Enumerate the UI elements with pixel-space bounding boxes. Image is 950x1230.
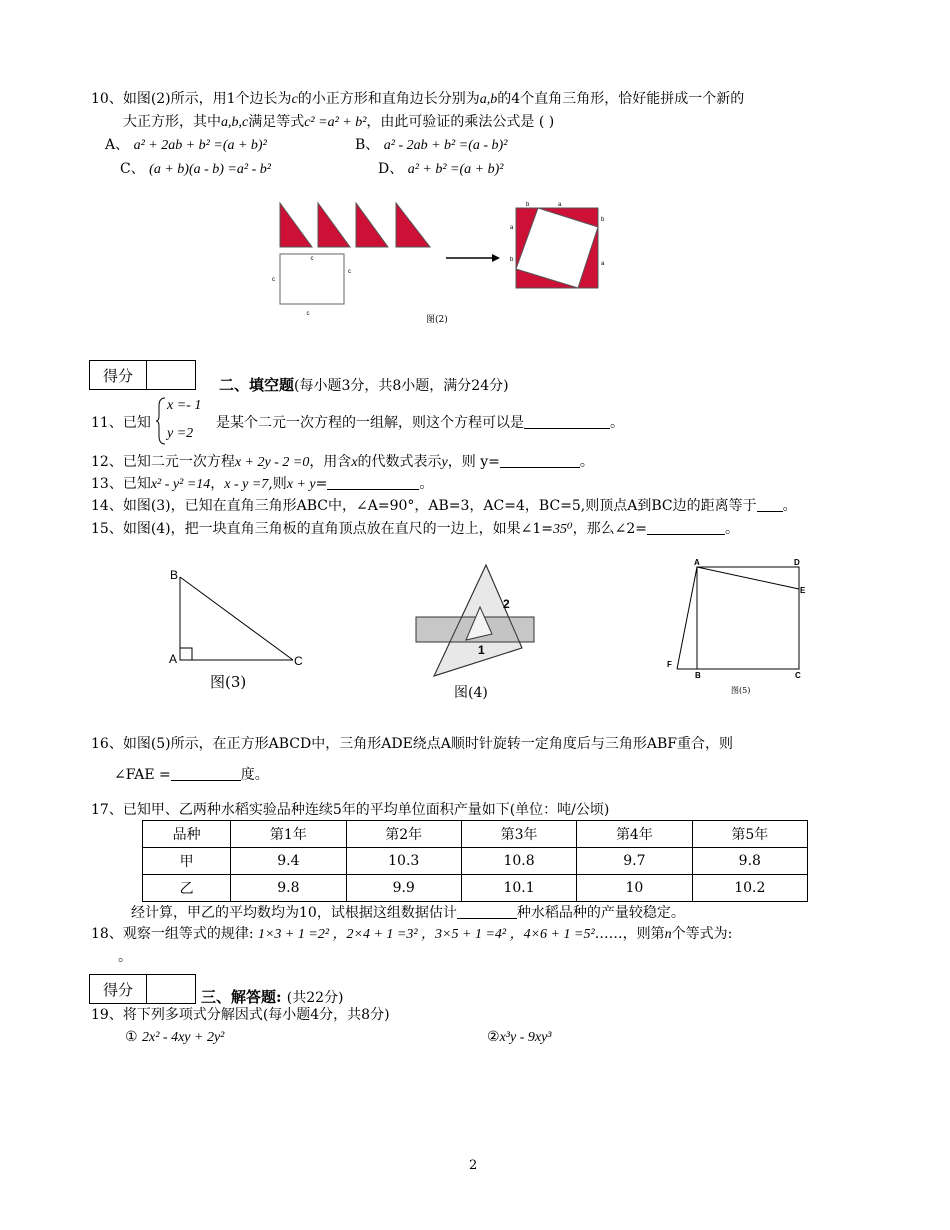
table-cell: 9.4 <box>231 848 346 875</box>
table-header: 第3年 <box>461 821 576 848</box>
q15-answer-blank[interactable] <box>647 520 725 535</box>
svg-text:B: B <box>695 671 701 680</box>
svg-text:E: E <box>800 586 806 595</box>
q12: 12、已知二元一次方程x + 2y - 2 =0，用含x的代数式表示y，则 y= 。 <box>91 454 594 470</box>
figure-2 <box>268 195 608 330</box>
figure-5 <box>664 555 814 685</box>
table-cell: 乙 <box>143 875 231 902</box>
figure-3-caption: 图(3) <box>210 673 247 691</box>
q11-eq1: x =- 1 <box>167 398 202 413</box>
q13: 13、已知x² - y² =14，x - y =7,则x + y= 。 <box>91 476 434 492</box>
q13-answer-blank[interactable] <box>327 475 419 490</box>
svg-text:1: 1 <box>478 643 485 657</box>
q17-answer-blank[interactable] <box>457 904 517 919</box>
svg-text:2: 2 <box>503 597 510 611</box>
q10-line2: 大正方形，其中a,b,c满足等式c² =a² + b²，由此可验证的乘法公式是 ( ) <box>123 114 555 130</box>
square-abcd <box>697 567 799 669</box>
q11-number: 11、已知 <box>91 415 151 431</box>
table-row <box>143 875 808 902</box>
figure-3 <box>165 565 315 670</box>
table-cell: 9.8 <box>231 875 346 902</box>
q10-option-b: B、 a² - 2ab + b² =(a - b)² <box>355 137 508 153</box>
score-label: 得分 <box>90 975 147 1003</box>
svg-text:c: c <box>310 256 314 262</box>
table-header: 品种 <box>143 821 231 848</box>
figure-5-caption: 图(5) <box>731 686 751 695</box>
svg-text:a: a <box>601 261 605 267</box>
table-header: 第1年 <box>231 821 346 848</box>
page-number: 2 <box>469 1158 478 1173</box>
table-header: 第5年 <box>692 821 807 848</box>
table-cell: 10.2 <box>692 875 807 902</box>
q10-option-d: D、 a² + b² =(a + b)² <box>378 161 504 177</box>
q14: 14、如图(3)，已知在直角三角形ABC中，∠A=90°，AB=3，AC=4，BC=5,则顶点A到BC边的距离等于 。 <box>91 498 797 514</box>
q10-option-c: C、 (a + b)(a - b) =a² - b² <box>120 161 271 177</box>
svg-text:F: F <box>667 660 672 669</box>
section3-title: 三、解答题: (共22分) <box>201 988 344 1006</box>
table-cell: 甲 <box>143 848 231 875</box>
q11-text: 是某个二元一次方程的一组解，则这个方程可以是 。 <box>216 415 624 431</box>
table-cell: 10.8 <box>461 848 576 875</box>
right-angle-mark <box>180 648 192 660</box>
table-header-row <box>143 821 808 848</box>
table-cell: 10 <box>577 875 692 902</box>
table-row <box>143 848 808 875</box>
q14-answer-blank[interactable] <box>757 497 783 512</box>
table-cell: 9.8 <box>692 848 807 875</box>
arrow-head <box>492 254 500 262</box>
q15: 15、如图(4)，把一块直角三角板的直角顶点放在直尺的一边上，如果∠1=35⁰，那么∠2= 。 <box>91 521 740 537</box>
svg-text:D: D <box>794 558 800 567</box>
svg-text:C: C <box>795 671 801 680</box>
table-cell: 10.3 <box>346 848 461 875</box>
q16-line1: 16、如图(5)所示，在正方形ABCD中，三角形ADE绕点A顺时针旋转一定角度后与三角形ABF重合，则 <box>91 736 734 752</box>
svg-text:A: A <box>169 652 178 666</box>
section2-title: 二、填空题(每小题3分，共8小题，满分24分) <box>219 376 509 394</box>
svg-text:B: B <box>170 568 179 582</box>
svg-text:a: a <box>510 225 514 231</box>
q10-line1: 10、如图(2)所示，用1个边长为c的小正方形和直角边长分别为a,b的4个直角三角形，恰好能拼成一个新的 <box>91 91 745 107</box>
triangle-2 <box>318 203 350 247</box>
q16-answer-blank[interactable] <box>171 766 241 781</box>
yield-table <box>142 820 808 902</box>
score-value[interactable] <box>147 361 195 389</box>
table-header: 第4年 <box>577 821 692 848</box>
figure-4-caption: 图(4) <box>454 685 488 701</box>
figure-2-caption: 图(2) <box>426 315 448 325</box>
svg-text:c: c <box>272 277 275 283</box>
triangle-4 <box>396 203 430 247</box>
q18: 18、观察一组等式的规律: 1×3 + 1 =2² ，2×4 + 1 =3² ，3×5 + 1 =4² ，4×6 + 1 =5²……，则第n个等式为: <box>91 926 733 942</box>
svg-text:A: A <box>694 558 700 567</box>
table-cell: 10.1 <box>461 875 576 902</box>
score-value[interactable] <box>147 975 195 1003</box>
svg-text:b: b <box>526 202 530 208</box>
triangle-3 <box>356 203 388 247</box>
q11-answer-blank[interactable] <box>524 414 610 429</box>
q18-end: 。 <box>118 949 132 965</box>
svg-text:c: c <box>348 269 351 275</box>
q19-part2: ②x³y - 9xy³ <box>487 1029 552 1045</box>
q16-line2: ∠FAE = 度。 <box>114 767 269 783</box>
figure-4 <box>412 560 542 682</box>
q17-after: 经计算，甲乙的平均数均为10，试根据这组数据估计 种水稻品种的产量较稳定。 <box>131 905 685 921</box>
triangle-1 <box>280 203 312 247</box>
q17-text: 17、已知甲、乙两种水稻实验品种连续5年的平均单位面积产量如下(单位：吨/公顷) <box>91 802 610 818</box>
svg-text:b: b <box>601 217 605 223</box>
brace-icon <box>155 396 167 446</box>
score-box-section2 <box>89 360 196 390</box>
q19-part1: ① 2x² - 4xy + 2y² <box>125 1029 225 1045</box>
table-cell: 9.7 <box>577 848 692 875</box>
svg-text:c: c <box>306 311 310 317</box>
svg-text:C: C <box>294 654 303 668</box>
q12-answer-blank[interactable] <box>500 453 580 468</box>
score-box-section3 <box>89 974 196 1004</box>
svg-text:a: a <box>558 202 562 208</box>
score-label: 得分 <box>90 361 147 389</box>
q11-eq2: y =2 <box>167 426 194 441</box>
table-cell: 9.9 <box>346 875 461 902</box>
table-header: 第2年 <box>346 821 461 848</box>
svg-text:b: b <box>510 257 514 263</box>
q10-option-a: A、 a² + 2ab + b² =(a + b)² <box>105 137 267 153</box>
q19-text: 19、将下列多项式分解因式(每小题4分，共8分) <box>91 1007 390 1023</box>
